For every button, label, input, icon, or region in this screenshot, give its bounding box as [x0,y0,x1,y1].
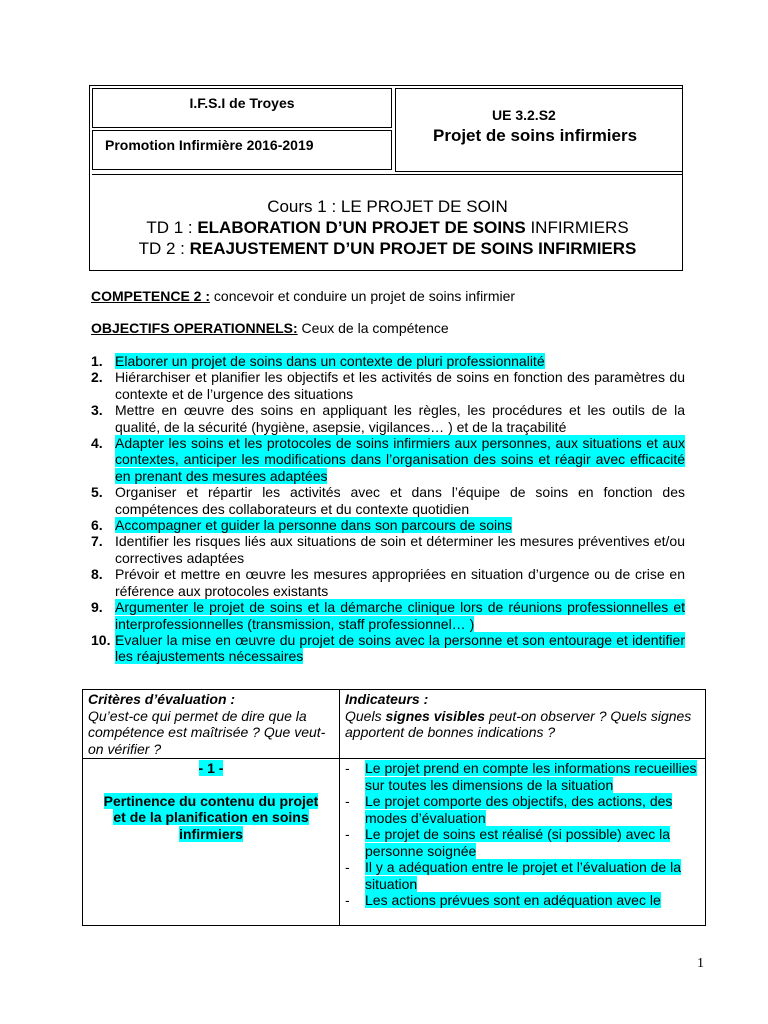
objective-item: 5. Organiser et répartir les activités avec et dans l’équipe de soins en fonction des compétences des collaborateurs et du contexte quotidien [91,484,685,517]
course-line-2: TD 1 : ELABORATION D’UN PROJET DE SOINS INFIRMIERS [146,218,629,237]
objective-item: 10. Evaluer la mise en œuvre du projet de soins avec la personne et son entourage et identifier les réajustements nécessaires [91,631,685,665]
objective-item: 1. Elaborer un projet de soins dans un contexte de pluri professionnalité [91,353,545,369]
ue-title: Projet de soins infirmiers [433,126,638,145]
criteria-header: Critères d’évaluation : Qu’est-ce qui permet de dire que la compétence est maîtrisée ? Que veut-on vérifier ? [83,690,340,759]
page-number: 1 [697,956,704,971]
objective-item: 8. Prévoir et mettre en œuvre les mesures appropriées en situation d’urgence ou de crise en référence aux protocoles existants [91,566,685,599]
criterion-cell [83,759,340,926]
indicator-item: - Le projet comporte des objectifs, des actions, des modes d’évaluation [345,793,700,826]
criterion-number: - 1 - [198,760,224,776]
header-divider [92,174,683,175]
indicator-item: - Le projet prend en compte les informations recueillies sur toutes les dimensions de la situation [345,760,700,793]
indicators-header: Indicateurs : Quels signes visibles peut-on observer ? Quels signes apportent de bonnes indications ? [340,690,706,759]
ue-code: UE 3.2.S2 [492,107,556,123]
objective-item: 2. Hiérarchiser et planifier les objectifs et les activités de soins en fonction des paramètres du contexte et de l’urgence des situations [91,369,685,402]
objective-item: 9. Argumenter le projet de soins et la démarche clinique lors de réunions professionnelles et interprofessionnelles (transmission, staff professionnel… ) [91,599,685,632]
objectifs-heading: OBJECTIFS OPERATIONNELS: Ceux de la compétence [91,320,449,336]
table-row [83,759,706,926]
table-header-row [83,690,706,759]
course-titles [92,196,683,259]
competence-line: COMPETENCE 2 : concevoir et conduire un projet de soins infirmier [91,288,516,304]
evaluation-table [82,689,706,926]
indicator-item: - Les actions prévues sont en adéquation avec le [345,892,700,909]
objective-item: 6. Accompagner et guider la personne dans son parcours de soins [91,517,512,534]
promotion-label: Promotion Infirmière 2016-2019 [92,130,392,170]
objective-item: 3. Mettre en œuvre des soins en appliquant les règles, les procédures et les outils de la qualité, de la sécurité (hygiène, asepsie, vigilances… ) et de la traçabilité [91,402,685,435]
course-line-3: TD 2 : REAJUSTEMENT D’UN PROJET DE SOINS INFIRMIERS [138,239,637,258]
indicator-item: - Le projet de soins est réalisé (si possible) avec la personne soignée [345,826,700,859]
indicators-cell [340,759,706,926]
criterion-text: Pertinence du contenu du projet et de la planification en soins infirmiers [103,792,319,842]
objective-item: 4. Adapter les soins et les protocoles de soins infirmiers aux personnes, aux situations et aux contextes, anticiper les modifications dans l’organisation des soins et réagir avec efficacité en prenant des mesures adaptées [91,435,685,484]
indicator-item: - Il y a adéquation entre le projet et l’évaluation de la situation [345,859,700,892]
ue-box [395,88,683,172]
course-line-1: Cours 1 : LE PROJET DE SOIN [267,197,508,216]
objective-item: 7. Identifier les risques liés aux situations de soin et déterminer les mesures préventives et/ou correctives adaptées [91,533,685,566]
institute-name: I.F.S.I de Troyes [92,88,392,128]
indicators-list [345,760,700,909]
objectives-list [91,353,685,665]
